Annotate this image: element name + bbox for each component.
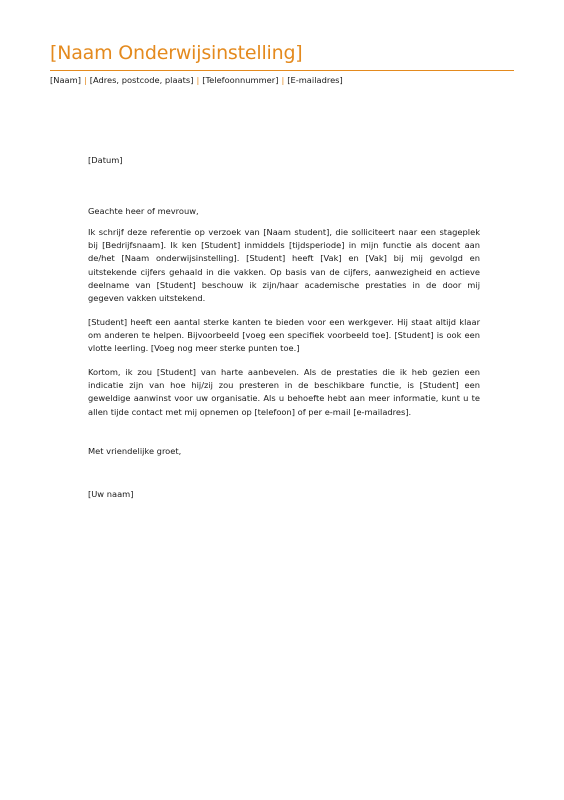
paragraph-text: Ik schrijf deze referentie op verzoek van [Naam student], die solliciteert naar een stageplek bij [Bedrijfsnaam]. Ik ken [Student] inmiddels [tijdsperiode] in mijn functie als docent aan de/het [Naam onderwijsinstelling]. [Student] heeft [Vak] en [Vak] bij mij gevolgd en uitstekende cijfers gehaald in die vakken. Op basis van de cijfers, aanwezigheid en actieve deelname van [Student] beschouw ik zijn/haar academische prestaties in de door mij gegeven vakken uitstekend.	[88, 227, 480, 304]
contact-email: [E-mailadres]	[287, 75, 343, 85]
paragraph-text: [Student] heeft een aantal sterke kanten te bieden voor een werkgever. Hij staat altijd klaar om anderen te helpen. Bijvoorbeeld [voeg een specifiek voorbeeld toe]. [Student] is ook een vlotte leerling. [Voeg nog meer sterke punten toe.]	[88, 317, 480, 354]
contact-separator: |	[281, 75, 285, 85]
body-paragraph-1	[88, 226, 480, 305]
letter-signature	[88, 488, 480, 501]
date-text: [Datum]	[88, 155, 123, 165]
contact-line	[50, 74, 514, 86]
paragraph-text: Kortom, ik zou [Student] van harte aanbevelen. Als de prestaties die ik heb gezien een indicatie zijn van hoe hij/zij zou presteren in de beschikbare functie, is [Student] een geweldige aanwinst voor uw organisatie. Als u behoefte hebt aan meer informatie, kunt u te allen tijde contact met mij opnemen op [telefoon] of per e-mail [e-mailadres].	[88, 367, 480, 417]
contact-separator: |	[196, 75, 200, 85]
letterhead	[50, 40, 514, 86]
organization-name: [Naam Onderwijsinstelling]	[50, 42, 303, 64]
letter-closing	[88, 445, 480, 458]
contact-address: [Adres, postcode, plaats]	[89, 75, 194, 85]
letter-date	[88, 154, 480, 167]
contact-phone: [Telefoonnummer]	[202, 75, 279, 85]
closing-text: Met vriendelijke groet,	[88, 446, 182, 456]
salutation-text: Geachte heer of mevrouw,	[88, 206, 199, 216]
body-paragraph-2	[88, 316, 480, 356]
body-paragraph-3	[88, 366, 480, 419]
contact-separator: |	[83, 75, 87, 85]
contact-name: [Naam]	[50, 75, 81, 85]
header-divider	[50, 70, 514, 71]
letter-salutation	[88, 205, 480, 218]
signature-text: [Uw naam]	[88, 489, 134, 499]
